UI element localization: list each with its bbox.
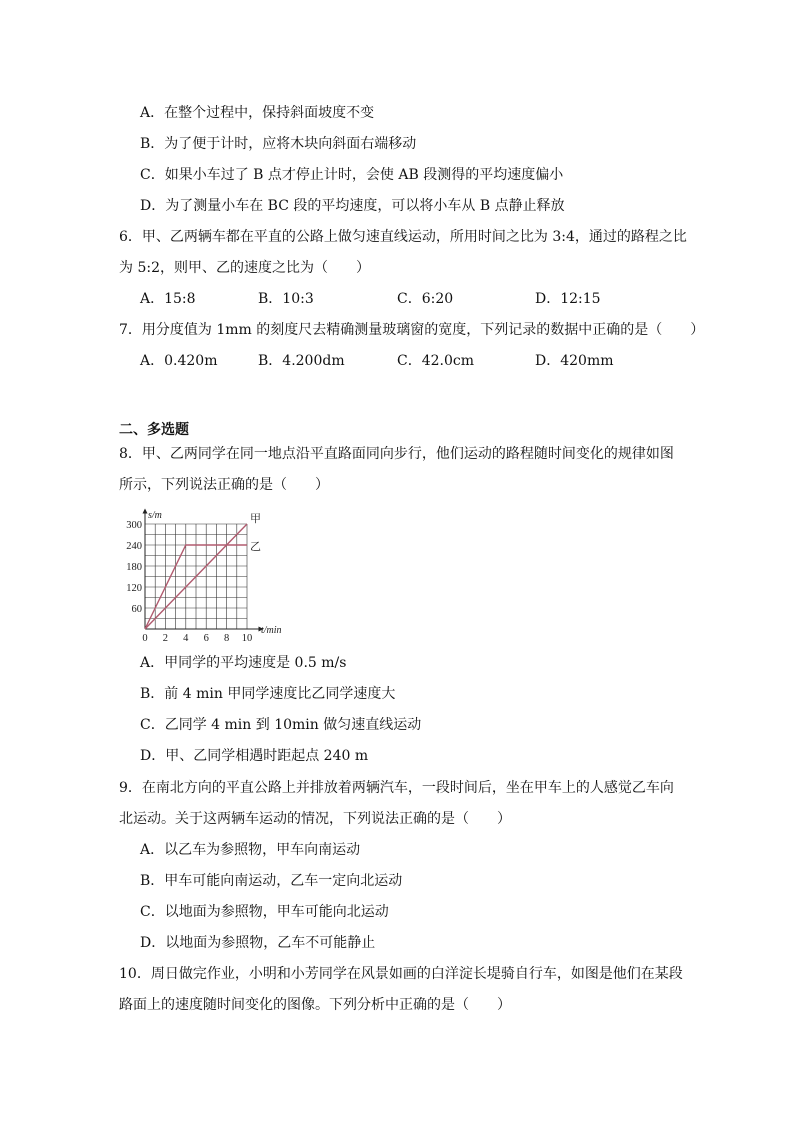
distance-time-chart [118,508,298,644]
q7-option-b: B．4.200dm [258,353,345,369]
q5-option-a: A．在整个过程中，保持斜面坡度不变 [140,105,375,121]
x-tick-label: 0 [142,633,148,644]
q6-option-a: A．15:8 [140,291,196,307]
q9-option-a: A．以乙车为参照物，甲车向南运动 [140,842,361,858]
x-tick-label: 10 [241,633,253,644]
x-axis-label: t/min [261,625,282,636]
x-tick-label: 2 [162,633,169,644]
y-tick-label: 180 [126,562,142,573]
q7-option-d: D．420mm [535,353,614,369]
q9-option-d: D．以地面为参照物，乙车不可能静止 [140,935,376,951]
q8-stem-line1: 8．甲、乙两同学在同一地点沿平直路面同向步行，他们运动的路程随时间变化的规律如图 [119,446,674,462]
q5-option-c: C．如果小车过了 B 点才停止计时，会使 AB 段测得的平均速度偏小 [140,167,564,183]
y-tick-label: 120 [126,583,142,594]
series-label-1: 甲 [250,513,261,525]
q8-option-b: B．前 4 min 甲同学速度比乙同学速度大 [140,686,396,702]
y-tick-label: 60 [131,604,142,615]
q6-option-d: D．12:15 [535,291,601,307]
y-tick-label: 300 [126,520,142,531]
q5-option-b: B．为了便于计时，应将木块向斜面右端移动 [140,136,417,152]
q8-option-d: D．甲、乙同学相遇时距起点 240 m [140,748,369,764]
q9-stem-line1: 9．在南北方向的平直公路上并排放着两辆汽车，一段时间后，坐在甲车上的人感觉乙车向 [119,780,674,796]
q7-option-c: C．42.0cm [397,353,474,369]
q9-option-c: C．以地面为参照物，甲车可能向北运动 [140,904,389,920]
y-tick-label: 240 [126,541,142,552]
x-tick-label: 4 [183,633,189,644]
q5-option-d: D．为了测量小车在 BC 段的平均速度，可以将小车从 B 点静止释放 [140,198,565,214]
q8-stem-line2: 所示，下列说法正确的是（ ） [119,477,329,493]
x-tick-label: 6 [203,633,209,644]
section-title-multiple-choice: 二、多选题 [119,422,189,438]
q6-option-b: B．10:3 [258,291,314,307]
series-label-2: 乙 [250,541,261,553]
q8-option-c: C．乙同学 4 min 到 10min 做匀速直线运动 [140,717,422,733]
q10-stem-line2: 路面上的速度随时间变化的图像。下列分析中正确的是（ ） [119,997,511,1013]
y-axis-label: s/m [148,510,162,521]
q6-stem-line2: 为 5:2，则甲、乙的速度之比为（ ） [119,260,370,276]
q7-stem-line1: 7．用分度值为 1mm 的刻度尺去精确测量玻璃窗的宽度，下列记录的数据中正确的是（ ） [119,322,705,338]
q9-stem-line2: 北运动。关于这两辆车运动的情况，下列说法正确的是（ ） [119,811,511,827]
q9-option-b: B．甲车可能向南运动，乙车一定向北运动 [140,873,403,889]
x-tick-label: 8 [223,633,230,644]
q7-option-a: A．0.420m [140,353,218,369]
q8-option-a: A．甲同学的平均速度是 0.5 m/s [140,655,347,671]
q10-stem-line1: 10．周日做完作业，小明和小芳同学在风景如画的白洋淀长堤骑自行车，如图是他们在某段 [119,966,683,982]
q6-stem-line1: 6．甲、乙两辆车都在平直的公路上做匀速直线运动，所用时间之比为 3:4，通过的路程之比 [119,229,687,245]
q6-option-c: C．6:20 [397,291,454,307]
